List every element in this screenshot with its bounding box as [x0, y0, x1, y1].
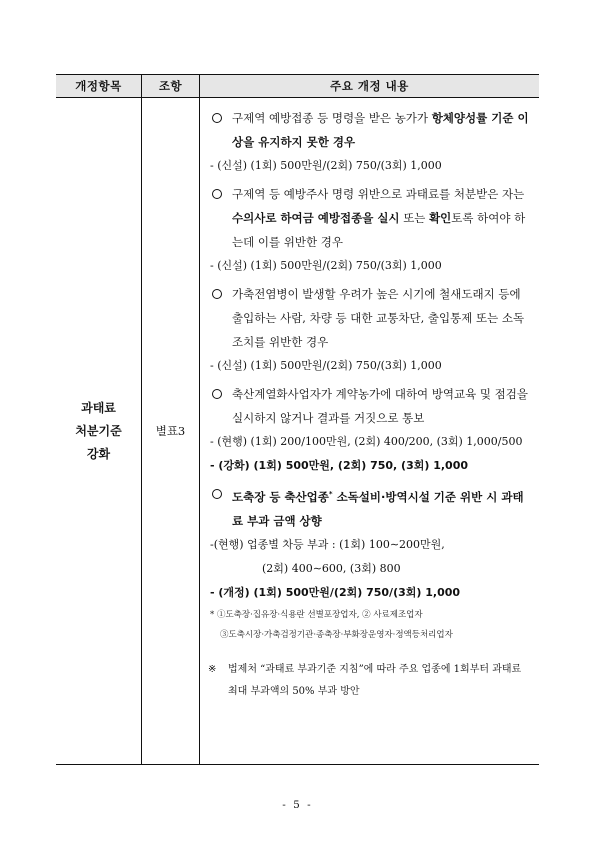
content-item: [208, 106, 531, 178]
reference-note: [208, 659, 531, 703]
article-label: 별표3: [155, 424, 186, 438]
header-main-content: 주요 개정 내용: [330, 79, 409, 93]
bullet-text-part: 소독설비·방역시설 기준 위반 시 과태료 부과 금액 상향: [232, 489, 524, 528]
bullet-circle-icon: [212, 489, 222, 499]
revision-item-cell: [56, 98, 142, 764]
bullet-text: [232, 182, 531, 254]
footnote-line: * ①도축장·집유장·식용란 선별포장업자, ② 사료제조업자: [210, 609, 423, 620]
bullet-line: [208, 282, 531, 354]
bullet-text-part: 가축전염병이 발생할 우려가 높은 시기에 철새도래지 등에 출입하는 사람, 차량 등 대한 교통차단, 출입통제 또는 소독 조치를 위반한 경우: [232, 287, 525, 349]
bullet-circle-icon: [212, 113, 222, 123]
rule-line: - (신설) (1회) 500만원/(2회) 750/(3회) 1,000: [210, 259, 442, 272]
bullet-text: [232, 382, 531, 430]
item-label-line: 과태료: [81, 400, 116, 415]
table-header-row: [56, 75, 539, 98]
page-number: - 5 -: [282, 799, 313, 811]
bullet-text: [232, 106, 531, 154]
bullet-text-part: 도축장 등 축산업종: [232, 489, 329, 504]
bullet-circle-icon: [212, 289, 222, 299]
header-article: 조항: [142, 75, 200, 97]
rule-line: - (신설) (1회) 500만원/(2회) 750/(3회) 1,000: [210, 159, 442, 172]
revision-item-label: [75, 397, 121, 466]
bullet-text-part: 확인: [429, 211, 452, 225]
footnote-line: ③도축시장·가축검정기관·종축장·부화장운영자·정액등처리업자: [220, 629, 453, 640]
content-cell: [200, 98, 539, 764]
content-item: [208, 282, 531, 378]
bullet-text-part: 축산계열화사업자가 계약농가에 대하여 방역교육 및 점검을 실시하지 않거나 결과를 거짓으로 통보: [232, 387, 528, 425]
footnote-marker: *: [328, 490, 333, 498]
bullet-circle-icon: [212, 389, 222, 399]
current-rule-line-continued: (2회) 400∼600, (3회) 800: [262, 561, 401, 575]
bullet-line: [208, 382, 531, 430]
bullet-text-part: 항체양성률 기준 이상을 유지하지 못한 경우: [232, 111, 529, 149]
bullet-circle-icon: [212, 189, 222, 199]
revision-table: [56, 74, 539, 765]
table-body-row: [56, 98, 539, 764]
bullet-text: [232, 282, 531, 354]
bullet-text-part: 또는: [399, 211, 430, 225]
note-mark: ※: [208, 663, 217, 675]
bullet-text: [232, 482, 531, 533]
content-item: [208, 482, 531, 645]
header-revision-item: 개정항목: [56, 75, 142, 97]
rule-line: - (신설) (1회) 500만원/(2회) 750/(3회) 1,000: [210, 359, 442, 372]
rule-line: - (현행) (1회) 200/100만원, (2회) 400/200, (3회) 1,000/500: [210, 435, 523, 448]
bullet-line: [208, 182, 531, 254]
note-text: 법제처 “과태료 부과기준 지침”에 따라 주요 업종에 1회부터 과태료 최대 부과액의 50% 부과 방안: [228, 663, 522, 697]
content-items: [208, 106, 531, 478]
bullet-line: [208, 482, 531, 533]
bullet-text-part: 수의사로 하여금 예방접종을 실시: [232, 211, 400, 225]
bullet-line: [208, 106, 531, 154]
bullet-text-part: 구제역 예방접종 등 명령을 받은 농가가: [232, 111, 432, 125]
bullet-text-part: 구제역 등 예방주사 명령 위반으로 과태료를 처분받은 자는: [232, 187, 525, 201]
article-cell: [142, 98, 200, 764]
content-item: [208, 382, 531, 478]
item-label-line: 처분기준: [75, 423, 122, 438]
bullet-text-part: 토록 하여야 하는데 이를 위반한 경우: [232, 211, 526, 249]
revised-rule-line: - (개정) (1회) 500만원/(2회) 750/(3회) 1,000: [210, 585, 461, 599]
current-rule-line: -(현행) 업종별 차등 부과 : (1회) 100∼200만원,: [210, 537, 445, 551]
revised-rule-line: - (강화) (1회) 500만원, (2회) 750, (3회) 1,000: [210, 459, 469, 472]
item-label-line: 강화: [86, 446, 111, 461]
content-item: [208, 182, 531, 278]
